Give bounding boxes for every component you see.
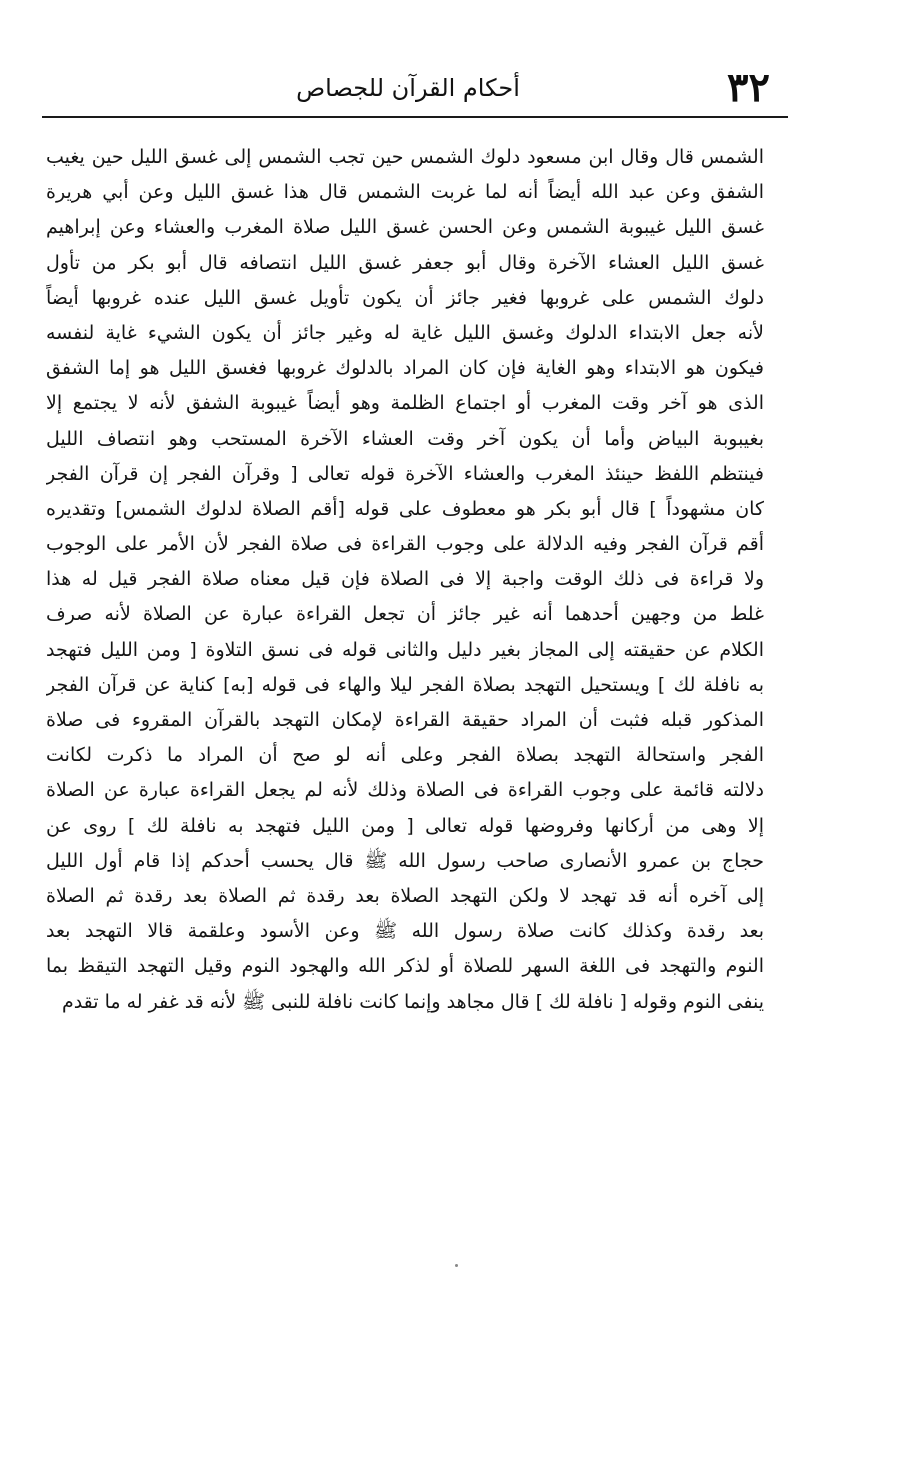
text-line: الشمس قال وقال ابن مسعود دلوك الشمس حين تجب الشمس إلى غسق الليل حين يغيب — [46, 146, 764, 168]
text-line: بعد رقدة وكذلك كانت صلاة رسول الله ﷺ وعن الأسود وعلقمة قالا التهجد بعد — [46, 920, 764, 943]
text-line: النوم والتهجد فى اللغة السهر للصلاة أو لذكر الله والهجود النوم وقيل التهجد التيقظ بما — [46, 955, 764, 978]
text-line: دلوك الشمس على غروبها فغير جائز أن يكون تأويل غسق الليل عنده غروبها أيضاً — [46, 286, 764, 309]
text-line: المذكور قبله فثبت أن المراد حقيقة القراءة لإمكان التهجد بالقرآن المقروء فى صلاة — [46, 709, 764, 731]
text-line: دلالته قائمة على وجوب القراءة فى الصلاة وذلك لأنه لم يجعل القراءة عبارة عن الصلاة — [46, 779, 764, 802]
text-line: كان مشهوداً ] قال أبو بكر هو معطوف على قوله [أقم الصلاة لدلوك الشمس] وتقديره — [46, 497, 764, 520]
text-line: إلا وهى من أركانها وفروضها قوله تعالى [ ومن الليل فتهجد به نافلة لك ] روى عن — [46, 814, 764, 837]
text-line: غلط من وجهين أحدهما أنه غير جائز أن تجعل القراءة عبارة عن الصلاة لأنه صرف — [46, 603, 764, 626]
page-header — [42, 64, 774, 114]
text-line: فينتظم اللفظ حينئذ المغرب والعشاء الآخرة قوله تعالى [ وقرآن الفجر إن قرآن الفجر — [46, 462, 764, 485]
print-speck — [455, 1264, 458, 1267]
text-line: لأنه جعل الابتداء الدلوك وغسق الليل غاية له وغير جائز أن يكون الشيء غاية لنفسه — [46, 321, 764, 344]
text-line: أقم قرآن الفجر وفيه الدلالة على وجوب القراءة فى صلاة الفجر لأن الأمر على الوجوب — [46, 533, 764, 556]
text-line: إلى آخره أنه قد تهجد لا ولكن التهجد الصلاة بعد رقدة ثم الصلاة بعد رقدة ثم الصلاة — [46, 884, 764, 907]
header-divider — [42, 116, 788, 118]
text-line: ولا قراءة فى ذلك الوقت واجبة إلا فى الصلاة فإن قيل معناه صلاة الفجر قيل له هذا — [46, 568, 764, 591]
text-line: الكلام عن حقيقته إلى المجاز بغير دليل والثانى قوله فى نسق التلاوة [ ومن الليل فتهجد — [46, 638, 764, 661]
text-line: فيكون هو الابتداء وهو الغاية فإن كان المراد بالدلوك غروبها فغسق الليل هو إما الشفق — [46, 357, 764, 380]
text-line: حجاج بن عمرو الأنصارى صاحب رسول الله ﷺ قال يحسب أحدكم إذا قام أول الليل — [46, 849, 764, 872]
body-text — [46, 140, 764, 1020]
text-line: غسق الليل العشاء الآخرة وقال أبو جعفر غسق الليل انتصافه قال أبو بكر من تأول — [46, 251, 764, 274]
page-number: ٣٢ — [727, 64, 770, 111]
text-line: الذى هو آخر وقت المغرب أو اجتماع الظلمة وهو أيضاً غيبوبة الشفق لأنه لا يجتمع إلا — [46, 392, 764, 415]
running-title: أحكام القرآن للجصاص — [296, 74, 520, 102]
text-line: غسق الليل غيبوبة الشمس وعن الحسن غسق الليل صلاة المغرب والعشاء وعن إبراهيم — [46, 216, 764, 239]
text-line: الشفق وعن عبد الله أيضاً أنه لما غربت الشمس قال هذا غسق الليل وعن أبي هريرة — [46, 181, 764, 204]
text-line: الفجر واستحالة التهجد بصلاة الفجر وعلى أنه لو صح أن المراد ما ذكرت لكانت — [46, 744, 764, 767]
text-line: ينفى النوم وقوله [ نافلة لك ] قال مجاهد وإنما كانت نافلة للنبى ﷺ لأنه قد غفر له ما تقدم — [61, 990, 764, 1013]
text-line: به نافلة لك ] ويستحيل التهجد بصلاة الفجر ليلا والهاء فى قوله [به] كناية عن قرآن الفجر — [46, 673, 764, 696]
text-line: بغيبوبة البياض وأما أن يكون آخر وقت العشاء الآخرة المستحب وهو انتصاف الليل — [46, 427, 764, 450]
